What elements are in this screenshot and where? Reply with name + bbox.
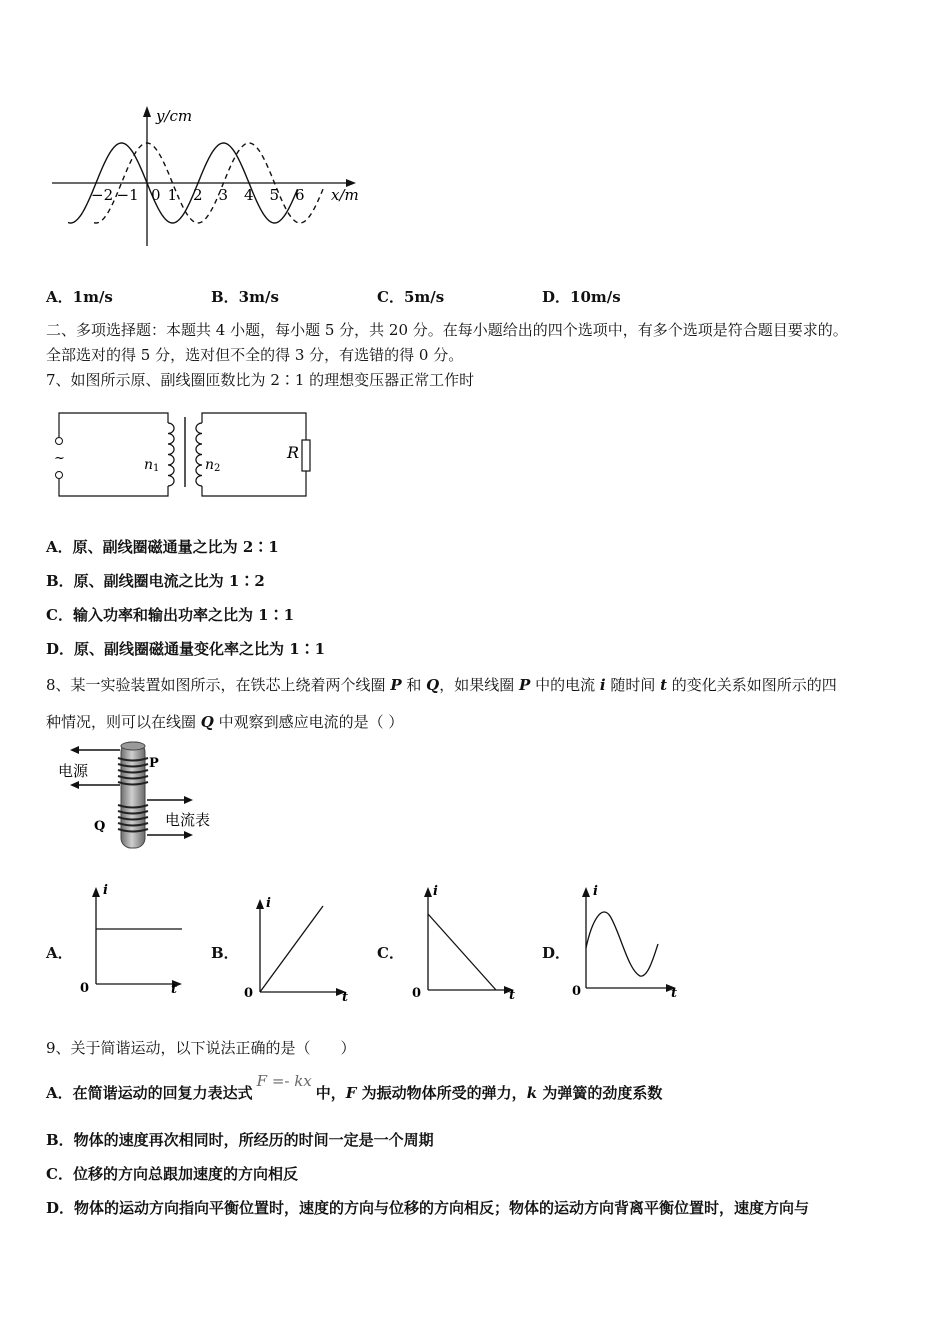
- power-source-label: 电源: [58, 762, 89, 780]
- wave-tick-label: 4: [244, 186, 254, 204]
- wave-tick-label: 3: [218, 186, 229, 204]
- coil-q-label: Q: [94, 819, 106, 834]
- q8-option-d-label[interactable]: D．: [542, 944, 571, 962]
- wave-tick-label: 0: [151, 186, 161, 204]
- ac-symbol: ~: [54, 451, 65, 466]
- q8-option-b-label[interactable]: B．: [211, 944, 239, 962]
- q7-option-a[interactable]: A．原、副线圈磁通量之比为 2∶1: [46, 538, 279, 556]
- wave-tick-label: −1: [116, 186, 139, 204]
- q6-option-c[interactable]: C．5m/s: [377, 288, 445, 306]
- graph-d-origin: 0: [572, 984, 582, 999]
- q6-option-d[interactable]: D．10m/s: [542, 288, 621, 306]
- resistor: [302, 440, 310, 471]
- terminal-bottom: [56, 472, 63, 479]
- graph-b-origin: 0: [244, 986, 254, 1001]
- graph-a-origin: 0: [80, 981, 90, 996]
- wave-figure: [50, 100, 370, 250]
- graph-b-t-label: t: [342, 990, 349, 1005]
- section2-heading-line2: 全部选对的得 5 分，选对但不全的得 3 分，有选错的得 0 分。: [46, 346, 464, 364]
- primary-coil: [168, 423, 174, 486]
- restoring-force-formula: F =- kx: [256, 1072, 312, 1090]
- graph-a-t-label: t: [171, 982, 178, 997]
- coil-apparatus-figure: [50, 738, 230, 853]
- wave-tick-label: −2: [91, 186, 114, 204]
- n2-label: n2: [205, 457, 221, 474]
- q8-stem-line1: 8、某一实验装置如图所示，在铁芯上绕着两个线圈 P 和 Q，如果线圈 P 中的电流 i 随时间 t 的变化关系如图所示的四: [46, 676, 837, 694]
- q7-option-c[interactable]: C．输入功率和输出功率之比为 1∶1: [46, 606, 295, 624]
- q8-stem-line2: 种情况，则可以在线圈 Q 中观察到感应电流的是（ ）: [46, 713, 404, 731]
- q9-option-d[interactable]: D．物体的运动方向指向平衡位置时，速度的方向与位移的方向相反；物体的运动方向背离平衡位置时，速度方向与: [46, 1199, 810, 1217]
- graph-b-i-label: i: [266, 896, 271, 911]
- q8-option-a-label[interactable]: A．: [46, 944, 73, 962]
- q9-option-b[interactable]: B．物体的速度再次相同时，所经历的时间一定是一个周期: [46, 1131, 434, 1149]
- q7-option-d[interactable]: D．原、副线圈磁通量变化率之比为 1∶1: [46, 640, 326, 658]
- graph-d-i-label: i: [593, 884, 598, 899]
- graph-c-line: [428, 914, 496, 990]
- wave-tick-label: 2: [193, 186, 203, 204]
- graph-b[interactable]: [240, 890, 360, 1010]
- graph-a[interactable]: [76, 880, 196, 1000]
- n1-label: n1: [144, 457, 160, 474]
- wave-tick-label: 1: [167, 186, 178, 204]
- graph-a-i-label: i: [103, 883, 108, 898]
- graph-c-origin: 0: [412, 986, 422, 1000]
- resistor-label: R: [287, 443, 300, 462]
- q9-option-c[interactable]: C．位移的方向总跟加速度的方向相反: [46, 1165, 298, 1183]
- graph-b-line: [260, 906, 323, 992]
- wave-tick-label: 6: [295, 186, 305, 204]
- transformer-figure: [48, 405, 318, 505]
- coil-p-label: P: [149, 756, 159, 771]
- q6-option-b[interactable]: B．3m/s: [211, 288, 279, 306]
- q7-option-b[interactable]: B．原、副线圈电流之比为 1∶2: [46, 572, 265, 590]
- wave-tick-label: 5: [269, 186, 280, 204]
- y-axis-label: y/cm: [156, 107, 193, 125]
- x-axis-label: x/m: [331, 186, 359, 204]
- graph-d[interactable]: [570, 880, 690, 1000]
- ammeter-label: 电流表: [165, 811, 211, 829]
- q6-option-a[interactable]: A．1m/s: [46, 288, 113, 306]
- graph-d-t-label: t: [671, 986, 678, 1000]
- graph-d-curve: [586, 912, 658, 976]
- q6-options: [0, 286, 950, 306]
- section2-heading-line1: 二、多项选择题：本题共 4 小题，每小题 5 分，共 20 分。在每小题给出的四个选项中，有多个选项是符合题目要求的。: [46, 321, 848, 339]
- graph-c-i-label: i: [433, 884, 438, 899]
- q9-option-a[interactable]: A．在简谐运动的回复力表达式F =- kx中，F 为振动物体所受的弹力，k 为弹簧的劲度系数: [46, 1072, 663, 1102]
- graph-c-t-label: t: [509, 988, 516, 1000]
- secondary-coil: [196, 423, 202, 486]
- terminal-top: [56, 438, 63, 445]
- q7-stem: 7、如图所示原、副线圈匝数比为 2∶1 的理想变压器正常工作时: [46, 371, 475, 389]
- graph-c[interactable]: [408, 880, 528, 1000]
- q8-option-c-label[interactable]: C．: [377, 944, 404, 962]
- q9-stem: 9、关于简谐运动，以下说法正确的是（ ）: [46, 1039, 356, 1057]
